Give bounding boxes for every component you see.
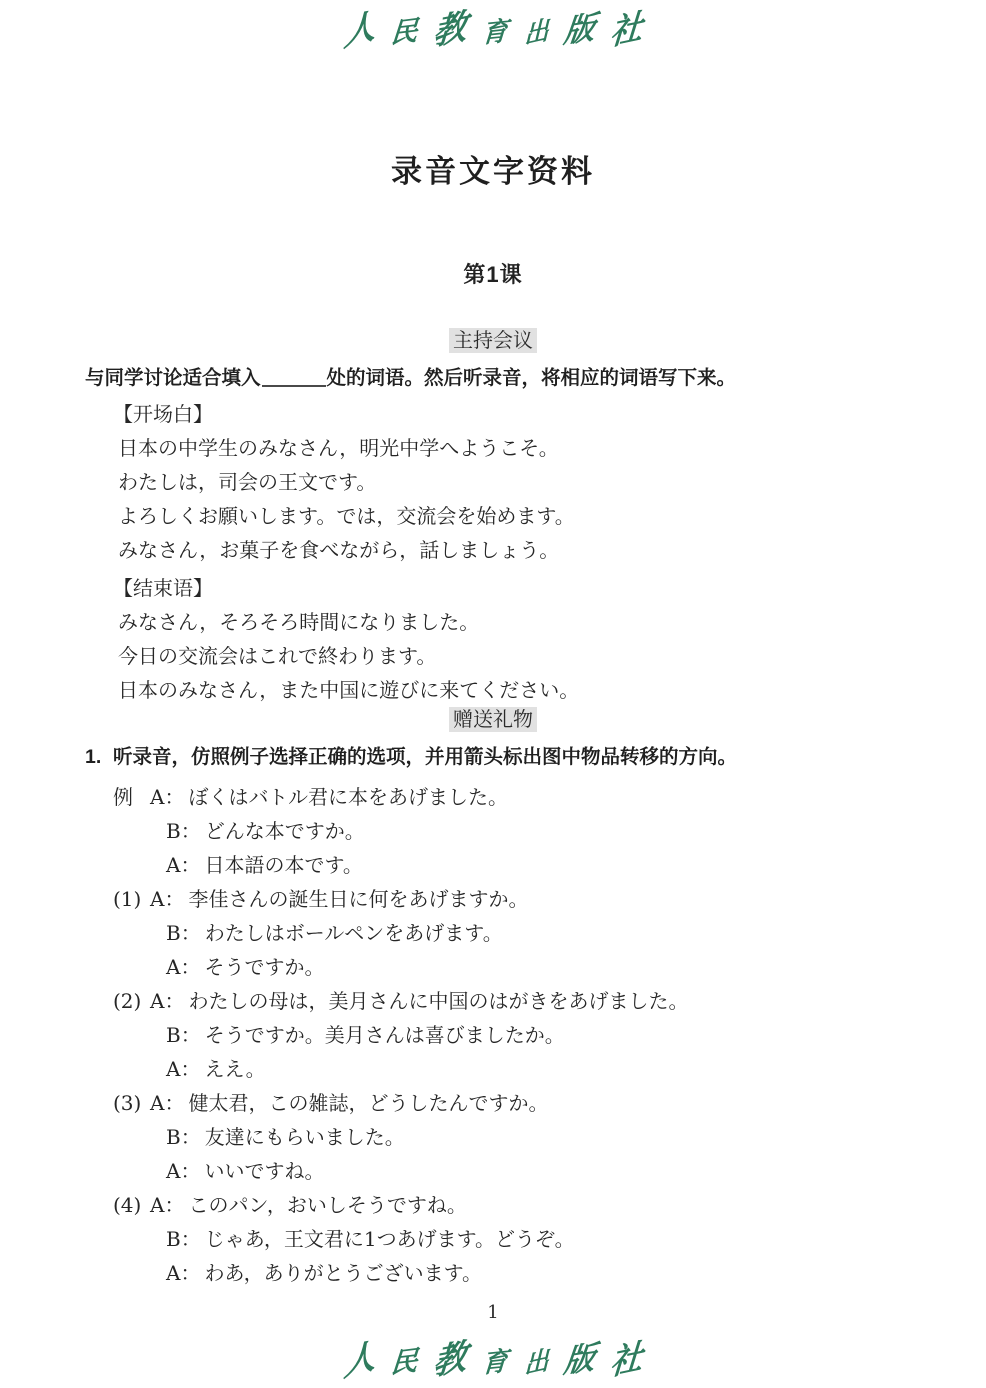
speaker-label: B：	[166, 1023, 201, 1047]
section-badge-gift: 赠送礼物	[449, 707, 537, 732]
logo-character: 民	[390, 14, 420, 50]
utterance-text: どんな本ですか。	[204, 819, 365, 843]
utterance-text: ええ。	[204, 1057, 266, 1081]
dialogue-turn	[113, 882, 901, 916]
instruction-text-before-blank: 与同学讨论适合填入	[85, 367, 261, 389]
item-marker	[113, 1052, 166, 1086]
utterance-text: わたしはボールペンをあげます。	[204, 921, 503, 945]
item-marker	[113, 1222, 166, 1256]
section-badge-meeting: 主持会议	[449, 328, 537, 353]
speaker-label: A：	[150, 1091, 185, 1115]
publisher-logo-footer	[0, 1333, 986, 1384]
speaker-label: A：	[150, 1193, 185, 1217]
publisher-logo-header	[0, 0, 986, 52]
logo-character: 社	[608, 5, 645, 53]
logo-character: 民	[390, 1344, 420, 1380]
meeting-instruction	[85, 363, 901, 393]
opening-line: よろしくお願いします。では，交流会を始めます。	[118, 504, 575, 528]
utterance-text: 友達にもらいました。	[204, 1125, 405, 1149]
opening-remarks-label: 【开场白】	[113, 402, 213, 426]
logo-character: 育	[481, 16, 510, 50]
dialogue-turn	[113, 950, 901, 984]
speaker-label: A：	[150, 989, 185, 1013]
speaker-label: B：	[166, 1227, 201, 1251]
utterance-text: そうですか。美月さんは喜びましたか。	[204, 1023, 565, 1047]
dialogue-turn	[113, 1188, 901, 1222]
task-number: 1.	[85, 746, 102, 768]
lesson-title: 第1课	[463, 262, 523, 287]
item-marker	[113, 916, 166, 950]
page-number: 1	[487, 1302, 499, 1323]
logo-character: 版	[561, 1338, 597, 1381]
logo-character: 社	[608, 1335, 645, 1383]
logo-character: 教	[431, 1336, 469, 1384]
speaker-label: A：	[150, 887, 185, 911]
logo-character: 出	[523, 1344, 549, 1380]
utterance-text: じゃあ，王文君に1つあげます。どうぞ。	[204, 1227, 575, 1251]
item-marker	[113, 1256, 166, 1290]
task-text: 听录音，仿照例子选择正确的选项，并用箭头标出图中物品转移的方向。	[113, 746, 738, 768]
item-marker	[113, 848, 166, 882]
section-badge-row-meeting	[85, 328, 901, 355]
logo-character: 人	[343, 1333, 377, 1384]
opening-line: みなさん，お菓子を食べながら，話しましょう。	[118, 538, 560, 562]
speaker-label: B：	[166, 921, 201, 945]
gift-task-instruction	[85, 742, 901, 772]
item-marker	[113, 1154, 166, 1188]
utterance-text: 李佳さんの誕生日に何をあげますか。	[188, 887, 529, 911]
speaker-label: A：	[166, 1057, 201, 1081]
logo-character: 人	[343, 3, 377, 54]
item-marker: (3)	[113, 1091, 142, 1115]
dialogue-turn	[113, 848, 901, 882]
utterance-text: わたしの母は，美月さんに中国のはがきをあげました。	[188, 989, 689, 1013]
dialogue-turn	[113, 814, 901, 848]
utterance-text: 日本語の本です。	[204, 853, 363, 877]
utterance-text: ぼくはバトル君に本をあげました。	[188, 785, 509, 809]
speaker-label: A：	[166, 1159, 201, 1183]
instruction-text-after-blank: 处的词语。然后听录音，将相应的词语写下来。	[326, 367, 737, 389]
dialogue-list	[85, 780, 901, 1290]
page-content	[0, 328, 986, 1290]
logo-character: 版	[561, 8, 597, 51]
section-badge-row-gift	[85, 707, 901, 734]
dialogue-turn	[113, 1154, 901, 1188]
item-marker	[113, 1018, 166, 1052]
item-marker	[113, 950, 166, 984]
item-marker	[113, 814, 166, 848]
speaker-label: A：	[166, 1261, 201, 1285]
opening-line: 日本の中学生のみなさん，明光中学へようこそ。	[118, 436, 559, 460]
closing-remarks-label: 【结束语】	[113, 576, 213, 600]
item-marker: (2)	[113, 989, 142, 1013]
dialogue-turn	[113, 1018, 901, 1052]
logo-character: 育	[481, 1346, 510, 1380]
logo-character: 出	[523, 14, 549, 50]
dialogue-turn	[113, 1052, 901, 1086]
dialogue-turn	[113, 1120, 901, 1154]
dialogue-turn	[113, 1222, 901, 1256]
closing-line: 日本のみなさん，また中国に遊びに来てください。	[118, 678, 580, 702]
opening-remarks-lines	[85, 431, 901, 567]
speaker-label: A：	[150, 785, 185, 809]
speaker-label: A：	[166, 955, 201, 979]
fill-in-blank-line	[262, 367, 326, 387]
utterance-text: 健太君，この雑誌，どうしたんですか。	[188, 1091, 549, 1115]
closing-line: 今日の交流会はこれで終わります。	[118, 644, 437, 668]
item-marker	[113, 1120, 166, 1154]
logo-character: 教	[431, 6, 469, 54]
speaker-label: A：	[166, 853, 201, 877]
closing-line: みなさん，そろそろ時間になりました。	[118, 610, 480, 634]
speaker-label: B：	[166, 1125, 201, 1149]
item-marker: (4)	[113, 1193, 142, 1217]
utterance-text: わあ，ありがとうございます。	[204, 1261, 483, 1285]
item-marker: 例	[113, 785, 133, 809]
utterance-text: このパン，おいしそうですね。	[188, 1193, 467, 1217]
dialogue-turn	[113, 916, 901, 950]
utterance-text: いいですね。	[204, 1159, 325, 1183]
item-marker: (1)	[113, 887, 142, 911]
utterance-text: そうですか。	[204, 955, 325, 979]
closing-remarks-lines	[85, 605, 901, 707]
dialogue-turn	[113, 780, 901, 814]
dialogue-turn	[113, 1086, 901, 1120]
page-title: 录音文字资料	[391, 154, 595, 189]
dialogue-turn	[113, 984, 901, 1018]
dialogue-turn	[113, 1256, 901, 1290]
speaker-label: B：	[166, 819, 201, 843]
opening-line: わたしは，司会の王文です。	[118, 470, 377, 494]
